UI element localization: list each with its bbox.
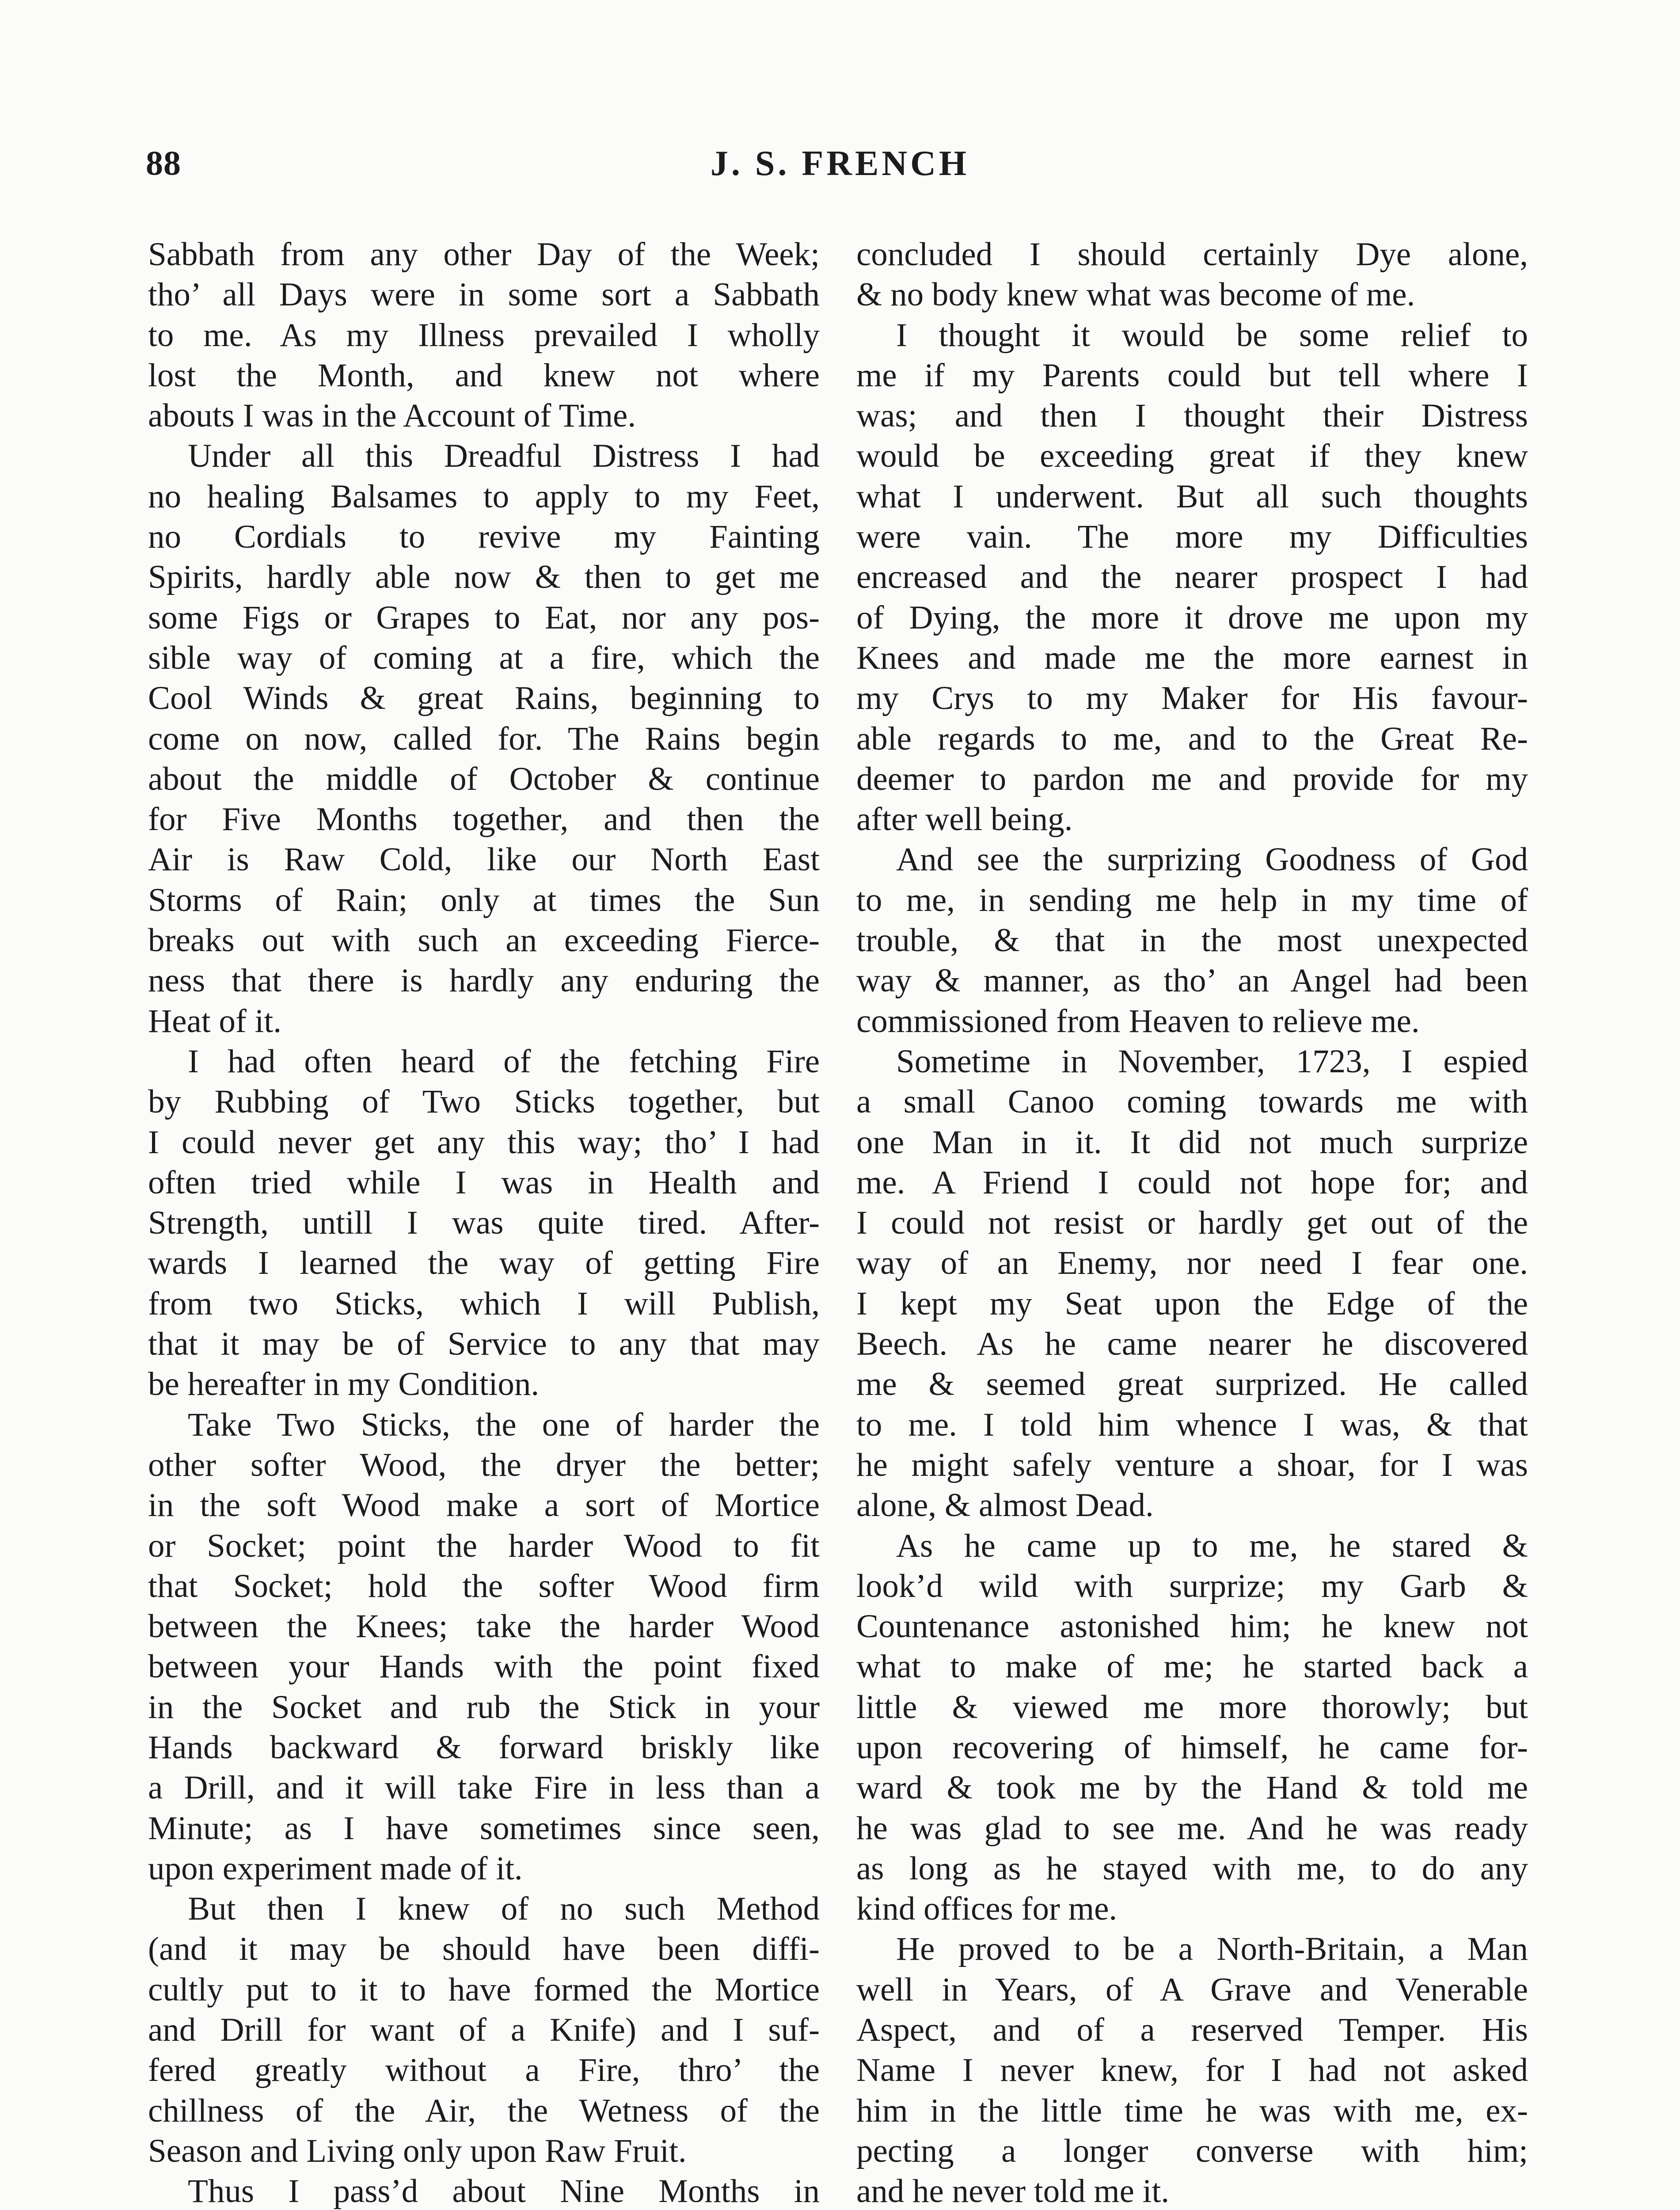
text-line: I thought it would be some relief to bbox=[896, 316, 1528, 354]
text-line: what I underwent. But all such thoughts bbox=[856, 478, 1528, 515]
text-line: between your Hands with the point fixed bbox=[148, 1648, 820, 1685]
text-line: would be exceeding great if they knew bbox=[856, 438, 1528, 475]
text-line: me & seemed great surprized. He called bbox=[856, 1366, 1528, 1403]
text-line: what to make of me; he started back a bbox=[856, 1648, 1528, 1685]
text-line: ness that there is hardly any enduring the bbox=[148, 962, 820, 999]
text-line: Under all this Dreadful Distress I had bbox=[188, 438, 820, 475]
text-line: between the Knees; take the harder Wood bbox=[148, 1608, 820, 1645]
text-line: Air is Raw Cold, like our North East bbox=[148, 841, 820, 878]
text-line: Knees and made me the more earnest in bbox=[856, 639, 1528, 676]
text-line: concluded I should certainly Dye alone, bbox=[856, 236, 1528, 273]
text-line: was; and then I thought their Distress bbox=[856, 397, 1528, 434]
text-line: Beech. As he came nearer he discovered bbox=[856, 1326, 1528, 1363]
text-line: deemer to pardon me and provide for my bbox=[856, 760, 1528, 797]
text-line: Storms of Rain; only at times the Sun bbox=[148, 881, 820, 918]
text-line: other softer Wood, the dryer the better; bbox=[148, 1446, 820, 1483]
text-line: well in Years, of A Grave and Venerable bbox=[856, 1971, 1528, 2008]
text-line: I had often heard of the fetching Fire bbox=[188, 1043, 820, 1080]
text-line: that Socket; hold the softer Wood firm bbox=[148, 1567, 820, 1604]
text-line: look’d wild with surprize; my Garb & bbox=[856, 1567, 1528, 1604]
text-line: he was glad to see me. And he was ready bbox=[856, 1810, 1528, 1847]
text-line: that it may be of Service to any that may bbox=[148, 1326, 820, 1363]
text-line: commissioned from Heaven to relieve me. bbox=[856, 1002, 1420, 1040]
text-line: upon experiment made of it. bbox=[148, 1850, 523, 1887]
text-line: Heat of it. bbox=[148, 1002, 281, 1040]
text-line: abouts I was in the Account of Time. bbox=[148, 397, 636, 434]
text-line: lost the Month, and knew not where bbox=[148, 357, 820, 394]
text-line: But then I knew of no such Method bbox=[188, 1890, 820, 1928]
text-line: a small Canoo coming towards me with bbox=[856, 1083, 1528, 1120]
text-line: As he came up to me, he stared & bbox=[896, 1527, 1528, 1564]
text-line: Minute; as I have sometimes since seen, bbox=[148, 1810, 820, 1847]
text-line: tho’ all Days were in some sort a Sabbath bbox=[148, 276, 820, 313]
text-line: Take Two Sticks, the one of harder the bbox=[188, 1406, 820, 1443]
running-head: J. S. FRENCH bbox=[710, 144, 970, 183]
text-line: And see the surprizing Goodness of God bbox=[896, 841, 1528, 878]
text-line: Strength, untill I was quite tired. After- bbox=[148, 1204, 820, 1242]
text-line: cultly put to it to have formed the Mortice bbox=[148, 1971, 820, 2008]
text-line: ward & took me by the Hand & told me bbox=[856, 1769, 1528, 1806]
text-line: be hereafter in my Condition. bbox=[148, 1366, 540, 1403]
text-column-left bbox=[148, 234, 820, 2210]
text-line: and Drill for want of a Knife) and I suf- bbox=[148, 2012, 820, 2049]
text-line: Season and Living only upon Raw Fruit. bbox=[148, 2132, 687, 2169]
text-line: encreased and the nearer prospect I had bbox=[856, 559, 1528, 596]
text-line: wards I learned the way of getting Fire bbox=[148, 1245, 820, 1282]
text-line: Sometime in November, 1723, I espied bbox=[896, 1043, 1528, 1080]
text-line: come on now, called for. The Rains begin bbox=[148, 720, 820, 757]
text-line: Thus I pass’d about Nine Months in bbox=[188, 2173, 820, 2210]
text-line: me if my Parents could but tell where I bbox=[856, 357, 1528, 394]
text-line: pecting a longer converse with him; bbox=[856, 2132, 1528, 2169]
text-line: & no body knew what was become of me. bbox=[856, 276, 1415, 313]
text-line: able regards to me, and to the Great Re- bbox=[856, 720, 1528, 757]
text-line: I could not resist or hardly get out of the bbox=[856, 1204, 1528, 1242]
text-line: chillness of the Air, the Wetness of the bbox=[148, 2092, 820, 2129]
text-column-right bbox=[856, 234, 1528, 2210]
text-line: about the middle of October & continue bbox=[148, 760, 820, 797]
text-line: I could never get any this way; tho’ I had bbox=[148, 1124, 820, 1161]
text-line: me. A Friend I could not hope for; and bbox=[856, 1164, 1528, 1201]
text-line: for Five Months together, and then the bbox=[148, 801, 820, 838]
text-line: upon recovering of himself, he came for- bbox=[856, 1729, 1528, 1766]
text-line: Hands backward & forward briskly like bbox=[148, 1729, 820, 1766]
text-line: fered greatly without a Fire, thro’ the bbox=[148, 2052, 820, 2089]
text-line: alone, & almost Dead. bbox=[856, 1487, 1154, 1524]
text-line: no healing Balsames to apply to my Feet, bbox=[148, 478, 820, 515]
text-line: some Figs or Grapes to Eat, nor any pos- bbox=[148, 599, 820, 636]
text-line: Aspect, and of a reserved Temper. His bbox=[856, 2012, 1528, 2049]
text-line: after well being. bbox=[856, 801, 1073, 838]
text-line: and he never told me it. bbox=[856, 2173, 1170, 2210]
text-line: in the Socket and rub the Stick in your bbox=[148, 1688, 820, 1726]
text-line: as long as he stayed with me, to do any bbox=[856, 1850, 1528, 1887]
text-line: way of an Enemy, nor need I fear one. bbox=[856, 1245, 1528, 1282]
text-line: a Drill, and it will take Fire in less than a bbox=[148, 1769, 820, 1806]
text-line: Spirits, hardly able now & then to get me bbox=[148, 559, 820, 596]
text-line: little & viewed me more thorowly; but bbox=[856, 1688, 1528, 1726]
text-line: of Dying, the more it drove me upon my bbox=[856, 599, 1528, 636]
text-line: no Cordials to revive my Fainting bbox=[148, 518, 820, 556]
text-line: to me. As my Illness prevailed I wholly bbox=[148, 316, 820, 354]
text-line: Sabbath from any other Day of the Week; bbox=[148, 236, 820, 273]
text-line: I kept my Seat upon the Edge of the bbox=[856, 1285, 1528, 1322]
text-line: Countenance astonished him; he knew not bbox=[856, 1608, 1528, 1645]
text-line: he might safely venture a shoar, for I was bbox=[856, 1446, 1528, 1483]
text-line: my Crys to my Maker for His favour- bbox=[856, 680, 1528, 717]
text-line: one Man in it. It did not much surprize bbox=[856, 1124, 1528, 1161]
text-line: sible way of coming at a fire, which the bbox=[148, 639, 820, 676]
page-number: 88 bbox=[146, 144, 181, 182]
text-line: often tried while I was in Health and bbox=[148, 1164, 820, 1201]
text-line: or Socket; point the harder Wood to fit bbox=[148, 1527, 820, 1564]
text-line: were vain. The more my Difficulties bbox=[856, 518, 1528, 556]
text-line: (and it may be should have been diffi- bbox=[148, 1931, 820, 1968]
text-line: from two Sticks, which I will Publish, bbox=[148, 1285, 820, 1322]
text-line: to me, in sending me help in my time of bbox=[856, 881, 1528, 918]
text-line: Name I never knew, for I had not asked bbox=[856, 2052, 1528, 2089]
text-line: in the soft Wood make a sort of Mortice bbox=[148, 1487, 820, 1524]
text-line: Cool Winds & great Rains, beginning to bbox=[148, 680, 820, 717]
text-line: breaks out with such an exceeding Fierce- bbox=[148, 922, 820, 959]
text-line: to me. I told him whence I was, & that bbox=[856, 1406, 1528, 1443]
text-line: by Rubbing of Two Sticks together, but bbox=[148, 1083, 820, 1120]
text-line: kind offices for me. bbox=[856, 1890, 1117, 1928]
text-line: trouble, & that in the most unexpected bbox=[856, 922, 1528, 959]
text-line: way & manner, as tho’ an Angel had been bbox=[856, 962, 1528, 999]
text-line: him in the little time he was with me, ex- bbox=[856, 2092, 1528, 2129]
text-line: He proved to be a North-Britain, a Man bbox=[896, 1931, 1528, 1968]
